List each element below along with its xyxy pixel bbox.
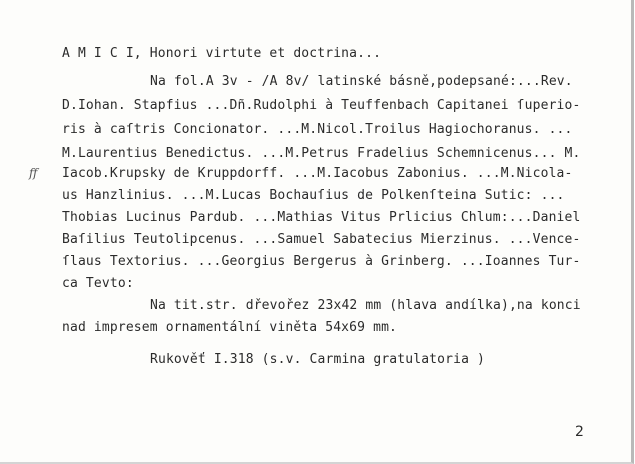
text-line: Na fol.A 3v - /A 8v/ latinské básně,podepsané:...Rev. <box>150 74 573 89</box>
text-line: ca Tevto: <box>62 276 134 291</box>
text-line: Thobias Lucinus Pardub. ...Mathias Vitus Prlicius Chlum:...Daniel <box>62 210 581 225</box>
text-line: nad impresem ornamentální viněta 54x69 mm. <box>62 320 398 335</box>
text-line: Baſilius Teutolipcenus. ...Samuel Sabatecius Mierzinus. ...Vence- <box>62 232 581 247</box>
text-line: ris à caſtris Concionator. ...M.Nicol.Troilus Hagiochoranus. ... <box>62 122 573 137</box>
page-number: 2 <box>575 424 584 440</box>
handwritten-margin-note: ff <box>29 166 38 180</box>
text-line: D.Iohan. Stapfius ...Dñ.Rudolphi à Teuffenbach Capitanei ſuperio- <box>62 98 581 113</box>
bibliographic-reference: Rukověť I.318 (s.v. Carmina gratulatoria ) <box>150 352 486 367</box>
text-line: Na tit.str. dřevořez 23x42 mm (hlava andílka),na konci <box>150 298 581 313</box>
card-heading: A M I C I, Honori virtute et doctrina... <box>62 46 382 61</box>
text-line: us Hanzlinius. ...M.Lucas Bochauſius de Polkenſteina Sutic: ... <box>62 188 565 203</box>
text-line: Iacob.Krupsky de Kruppdorff. ...M.Iacobus Zabonius. ...M.Nicola- <box>62 166 573 181</box>
text-line: M.Laurentius Benedictus. ...M.Petrus Fradelius Schemnicenus... M. <box>62 146 581 161</box>
text-line: ſlaus Textorius. ...Georgius Bergerus à Grinberg. ...Ioannes Tur- <box>62 254 581 269</box>
